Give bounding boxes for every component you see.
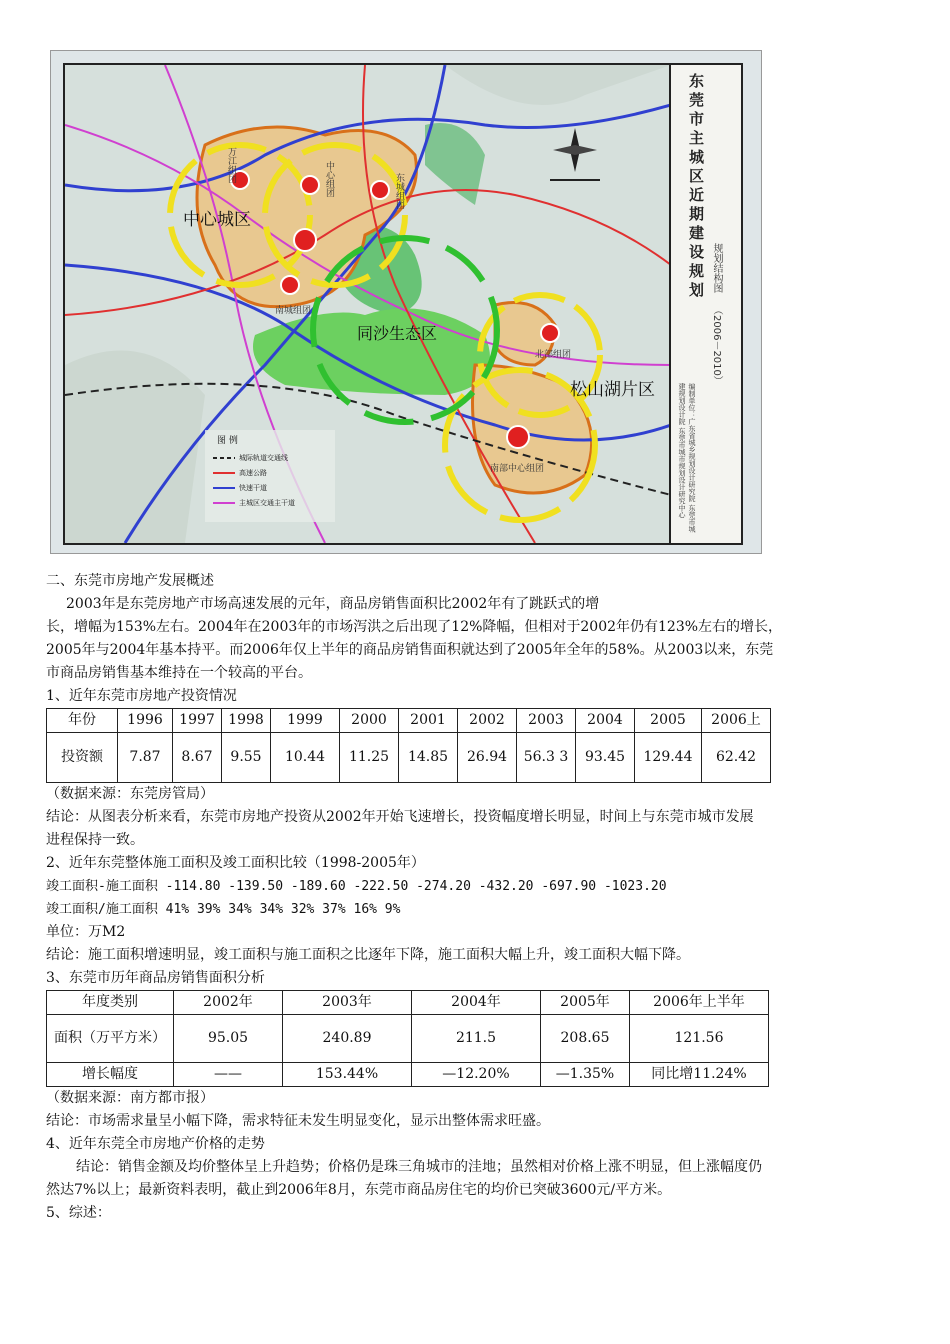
table-cell: 95.05 (174, 1015, 283, 1063)
table-header-cell: 2006上 (702, 709, 771, 733)
table-row (47, 1063, 769, 1087)
label-tongsha: 同沙生态区 (357, 324, 438, 343)
table-row (47, 1015, 769, 1063)
table-cell: 14.85 (399, 733, 458, 783)
table-header-cell: 2000 (340, 709, 399, 733)
table-cell: 9.55 (222, 733, 271, 783)
table-cell: 153.44% (283, 1063, 412, 1087)
table-header-cell: 2005年 (541, 991, 630, 1015)
table-cell: 240.89 (283, 1015, 412, 1063)
legend-item: 快速干道 (239, 484, 267, 492)
table-cell: 10.44 (271, 733, 340, 783)
planning-map (50, 50, 762, 554)
table-header-cell: 2004年 (412, 991, 541, 1015)
table-header-cell: 2002年 (174, 991, 283, 1015)
label-east-cluster: 东城组团 (394, 173, 404, 209)
table-cell: 211.5 (412, 1015, 541, 1063)
table-row-label: 投资额 (47, 733, 118, 783)
table-cell: 11.25 (340, 733, 399, 783)
table-row-label: 面积（万平方米） (47, 1015, 174, 1063)
unit-line: 单位：万M2 (46, 924, 126, 940)
table-header-cell: 1999 (271, 709, 340, 733)
table-cell: 93.45 (576, 733, 635, 783)
document-body (46, 570, 906, 1225)
map-compiler: 编制单位：广东省城乡规划设计研究院 东莞市城建规划设计院 东莞市城市规划设计研究中心 (678, 383, 696, 533)
table-cell: 208.65 (541, 1015, 630, 1063)
conclusion-line: 结论：从图表分析来看，东莞市房地产投资从2002年开始飞速增长，投资幅度增长明显，时间上与东莞市城市发展 (46, 809, 754, 825)
conclusion-line: 结论：销售金额及均价整体呈上升趋势；价格仍是珠三角城市的洼地；虽然相对价格上涨不明显，但上涨幅度仍 (76, 1159, 762, 1175)
map-title: 东莞市主城区近期建设规划 (687, 73, 705, 301)
table-cell: 121.56 (630, 1015, 769, 1063)
legend-item: 主城区交通主干道 (239, 499, 295, 507)
investment-table (46, 708, 771, 783)
table-row (47, 709, 771, 733)
label-west-cluster: 万江组团 (226, 147, 236, 183)
table-header-cell: 2001 (399, 709, 458, 733)
table-cell: —1.35% (541, 1063, 630, 1087)
section-title: 二、东莞市房地产发展概述 (46, 573, 214, 589)
subsection-title: 1、近年东莞市房地产投资情况 (46, 688, 237, 704)
map-canvas (63, 63, 743, 545)
subsection-title: 3、东莞市历年商品房销售面积分析 (46, 970, 265, 986)
table-header-cell: 年份 (47, 709, 118, 733)
legend-item: 高速公路 (239, 469, 267, 477)
table-header-cell: 1996 (118, 709, 173, 733)
table-header-cell: 2002 (458, 709, 517, 733)
table-cell: 56.3 3 (517, 733, 576, 783)
paragraph-line: 市商品房销售基本维持在一个较高的平台。 (46, 665, 312, 681)
map-years: （2006－2010） (711, 305, 722, 386)
table-header-cell: 年度类别 (47, 991, 174, 1015)
conclusion-line: 然达7%以上；最新资料表明，截止到2006年8月，东莞市商品房住宅的均价已突破3600元/平方米。 (46, 1182, 672, 1198)
label-south-cluster: 南部中心组团 (490, 464, 545, 474)
table-header-cell: 1997 (173, 709, 222, 733)
sales-area-table (46, 990, 769, 1087)
legend-item: 城际轨道交通线 (239, 454, 288, 462)
paragraph-line: 2003年是东莞房地产市场高速发展的元年，商品房销售面积比2002年有了跳跃式的增 (66, 596, 600, 612)
map-drawing (65, 65, 671, 543)
subsection-title: 5、综述： (46, 1205, 111, 1221)
data-source: （数据来源：东莞房管局） (46, 786, 214, 802)
table-cell: 62.42 (702, 733, 771, 783)
table-cell: 8.67 (173, 733, 222, 783)
label-songshan: 松山湖片区 (570, 380, 655, 400)
conclusion-line: 结论：市场需求量呈小幅下降，需求特征未发生明显变化，显示出整体需求旺盛。 (46, 1113, 550, 1129)
table-header-cell: 2003 (517, 709, 576, 733)
table-row-label: 增长幅度 (47, 1063, 174, 1087)
table-cell: —12.20% (412, 1063, 541, 1087)
label-center-city: 中心城区 (183, 210, 251, 230)
table-header-cell: 1998 (222, 709, 271, 733)
legend-title: 图 例 (217, 436, 238, 446)
table-row (47, 991, 769, 1015)
table-cell: 129.44 (635, 733, 702, 783)
map-title-panel (669, 65, 741, 543)
table-header-cell: 2004 (576, 709, 635, 733)
subsection-title: 4、近年东莞全市房地产价格的走势 (46, 1136, 265, 1152)
paragraph-line: 2005年与2004年基本持平。而2006年仅上半年的商品房销售面积就达到了2005年全年的58%。从2003以来，东莞 (46, 642, 774, 658)
table-cell: 7.87 (118, 733, 173, 783)
table-header-cell: 2003年 (283, 991, 412, 1015)
label-southwest-cluster: 南城组团 (275, 306, 312, 316)
table-header-cell: 2005 (635, 709, 702, 733)
data-source: （数据来源：南方都市报） (46, 1090, 214, 1106)
table-cell: 同比增11.24% (630, 1063, 769, 1087)
table-header-cell: 2006年上半年 (630, 991, 769, 1015)
label-north-cluster: 北部组团 (535, 350, 572, 360)
label-mid-cluster: 中心组团 (324, 161, 334, 197)
map-subtitle: 规划结构图 (711, 243, 722, 293)
conclusion-line: 结论：施工面积增速明显，竣工面积与施工面积之比逐年下降，施工面积大幅上升，竣工面积大幅下降。 (46, 947, 690, 963)
data-line: 竣工面积-施工面积 -114.80 -139.50 -189.60 -222.50 -274.20 -432.20 -697.90 -1023.20 (46, 879, 667, 894)
data-line: 竣工面积/施工面积 41% 39% 34% 34% 32% 37% 16% 9% (46, 902, 401, 917)
table-cell: 26.94 (458, 733, 517, 783)
paragraph-line: 长，增幅为153%左右。2004年在2003年的市场泻洪之后出现了12%降幅，但相对于2002年仍有123%左右的增长， (46, 619, 783, 635)
table-cell: —— (174, 1063, 283, 1087)
table-row (47, 733, 771, 783)
subsection-title: 2、近年东莞整体施工面积及竣工面积比较（1998-2005年） (46, 855, 425, 871)
conclusion-line: 进程保持一致。 (46, 832, 144, 848)
